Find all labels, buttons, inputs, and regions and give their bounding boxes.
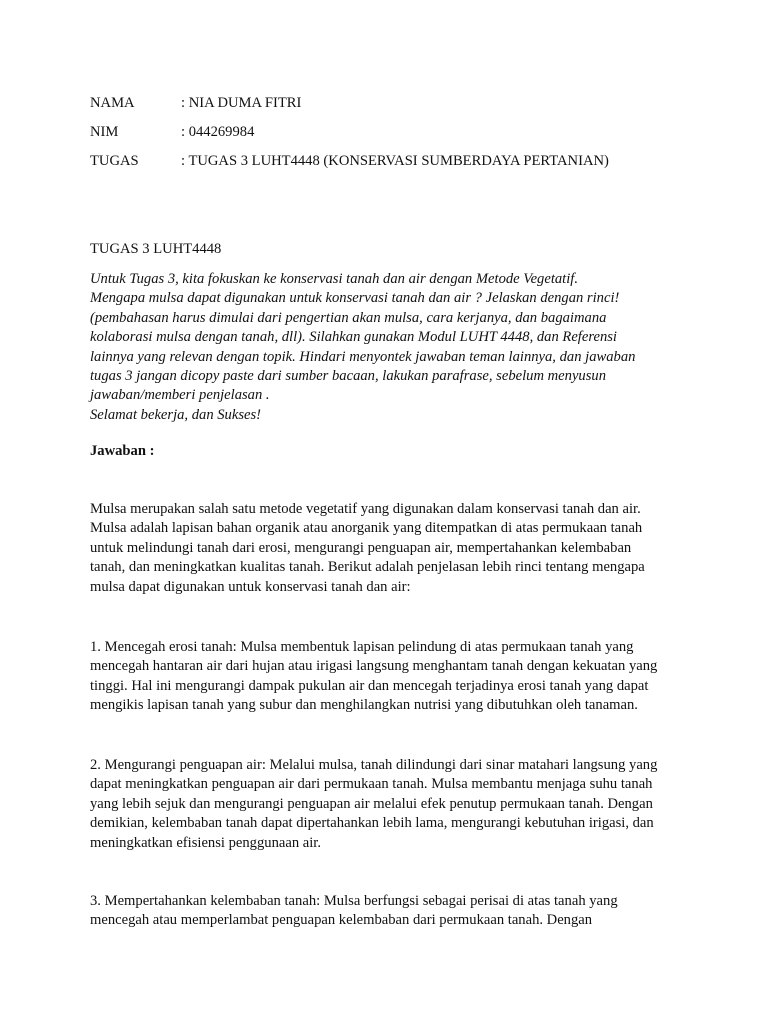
instruction-line: tugas 3 jangan dicopy paste dari sumber bacaan, lakukan parafrase, sebelum menyusun xyxy=(90,368,606,385)
paragraph-line: 2. Mengurangi penguapan air: Melalui mulsa, tanah dilindungi dari sinar matahari langsung yang xyxy=(90,757,658,773)
instruction-line: Untuk Tugas 3, kita fokuskan ke konservasi tanah dan air dengan Metode Vegetatif. xyxy=(90,271,578,287)
instruction-line: Mengapa mulsa dapat digunakan untuk konservasi tanah dan air ? Jelaskan dengan rinci! xyxy=(90,290,620,307)
paragraph-line: dapat meningkatkan penguapan air dari permukaan tanah. Mulsa membantu menjaga suhu tanah xyxy=(90,776,653,793)
nim-label: NIM xyxy=(90,124,119,140)
point-3-paragraph xyxy=(90,892,694,931)
answer-label: Jawaban : xyxy=(90,443,155,459)
task-heading: TUGAS 3 LUHT4448 xyxy=(90,241,222,257)
paragraph-line: mencegah atau memperlambat penguapan kelembaban dari permukaan tanah. Dengan xyxy=(90,912,593,929)
paragraph-line: tinggi. Hal ini mengurangi dampak pukulan air dan mencegah terjadinya erosi tanah yang dapat xyxy=(90,677,649,694)
paragraph-line: 1. Mencegah erosi tanah: Mulsa membentuk lapisan pelindung di atas permukaan tanah yang xyxy=(90,639,634,655)
tugas-label: TUGAS xyxy=(90,153,139,169)
paragraph-line: 3. Mempertahankan kelembaban tanah: Mulsa berfungsi sebagai perisai di atas tanah yang xyxy=(90,893,618,909)
paragraph-line: Mulsa merupakan salah satu metode vegetatif yang digunakan dalam konservasi tanah dan air. xyxy=(90,501,641,517)
answer-intro-paragraph xyxy=(90,500,694,597)
paragraph-line: meningkatkan efisiensi penggunaan air. xyxy=(90,834,321,851)
nim-value: : 044269984 xyxy=(181,124,255,140)
nama-label: NAMA xyxy=(90,95,135,111)
paragraph-line: tanah, dan meningkatkan kualitas tanah. Berikut adalah penjelasan lebih rinci tentang mengapa xyxy=(90,559,645,576)
paragraph-line: mengikis lapisan tanah yang subur dan menghilangkan nutrisi yang dibutuhkan oleh tanaman. xyxy=(90,697,638,714)
paragraph-line: mencegah hantaran air dari hujan atau irigasi langsung menghantam tanah dengan kekuatan yang xyxy=(90,658,658,675)
instruction-line: Selamat bekerja, dan Sukses! xyxy=(90,406,262,423)
instruction-line: (pembahasan harus dimulai dari pengertian akan mulsa, cara kerjanya, dan bagaimana xyxy=(90,309,607,326)
instruction-line: kolaborasi mulsa dengan tanah, dll). Silahkan gunakan Modul LUHT 4448, dan Referensi xyxy=(90,329,617,346)
point-1-paragraph xyxy=(90,638,694,716)
header-nim-row xyxy=(90,123,730,143)
paragraph-line: mulsa dapat digunakan untuk konservasi tanah dan air: xyxy=(90,578,411,595)
tugas-value: : TUGAS 3 LUHT4448 (KONSERVASI SUMBERDAYA PERTANIAN) xyxy=(181,153,609,169)
paragraph-line: untuk melindungi tanah dari erosi, mengurangi penguapan air, mempertahankan kelembaban xyxy=(90,539,632,556)
task-instructions xyxy=(90,270,694,425)
instruction-line: lainnya yang relevan dengan topik. Hindari menyontek jawaban teman lainnya, dan jawaban xyxy=(90,348,636,365)
paragraph-line: yang lebih sejuk dan mengurangi penguapan air melalui efek penutup permukaan tanah. Dengan xyxy=(90,795,653,812)
header-tugas-row xyxy=(90,152,730,172)
paragraph-line: Mulsa adalah lapisan bahan organik atau anorganik yang ditempatkan di atas permukaan tanah xyxy=(90,520,643,537)
paragraph-line: demikian, kelembaban tanah dapat dipertahankan lebih lama, mengurangi kebutuhan irigasi, dan xyxy=(90,815,654,832)
instruction-line: jawaban/memberi penjelasan . xyxy=(90,387,270,404)
nama-value: : NIA DUMA FITRI xyxy=(181,95,302,111)
header-nama-row xyxy=(90,94,730,114)
point-2-paragraph xyxy=(90,756,694,853)
